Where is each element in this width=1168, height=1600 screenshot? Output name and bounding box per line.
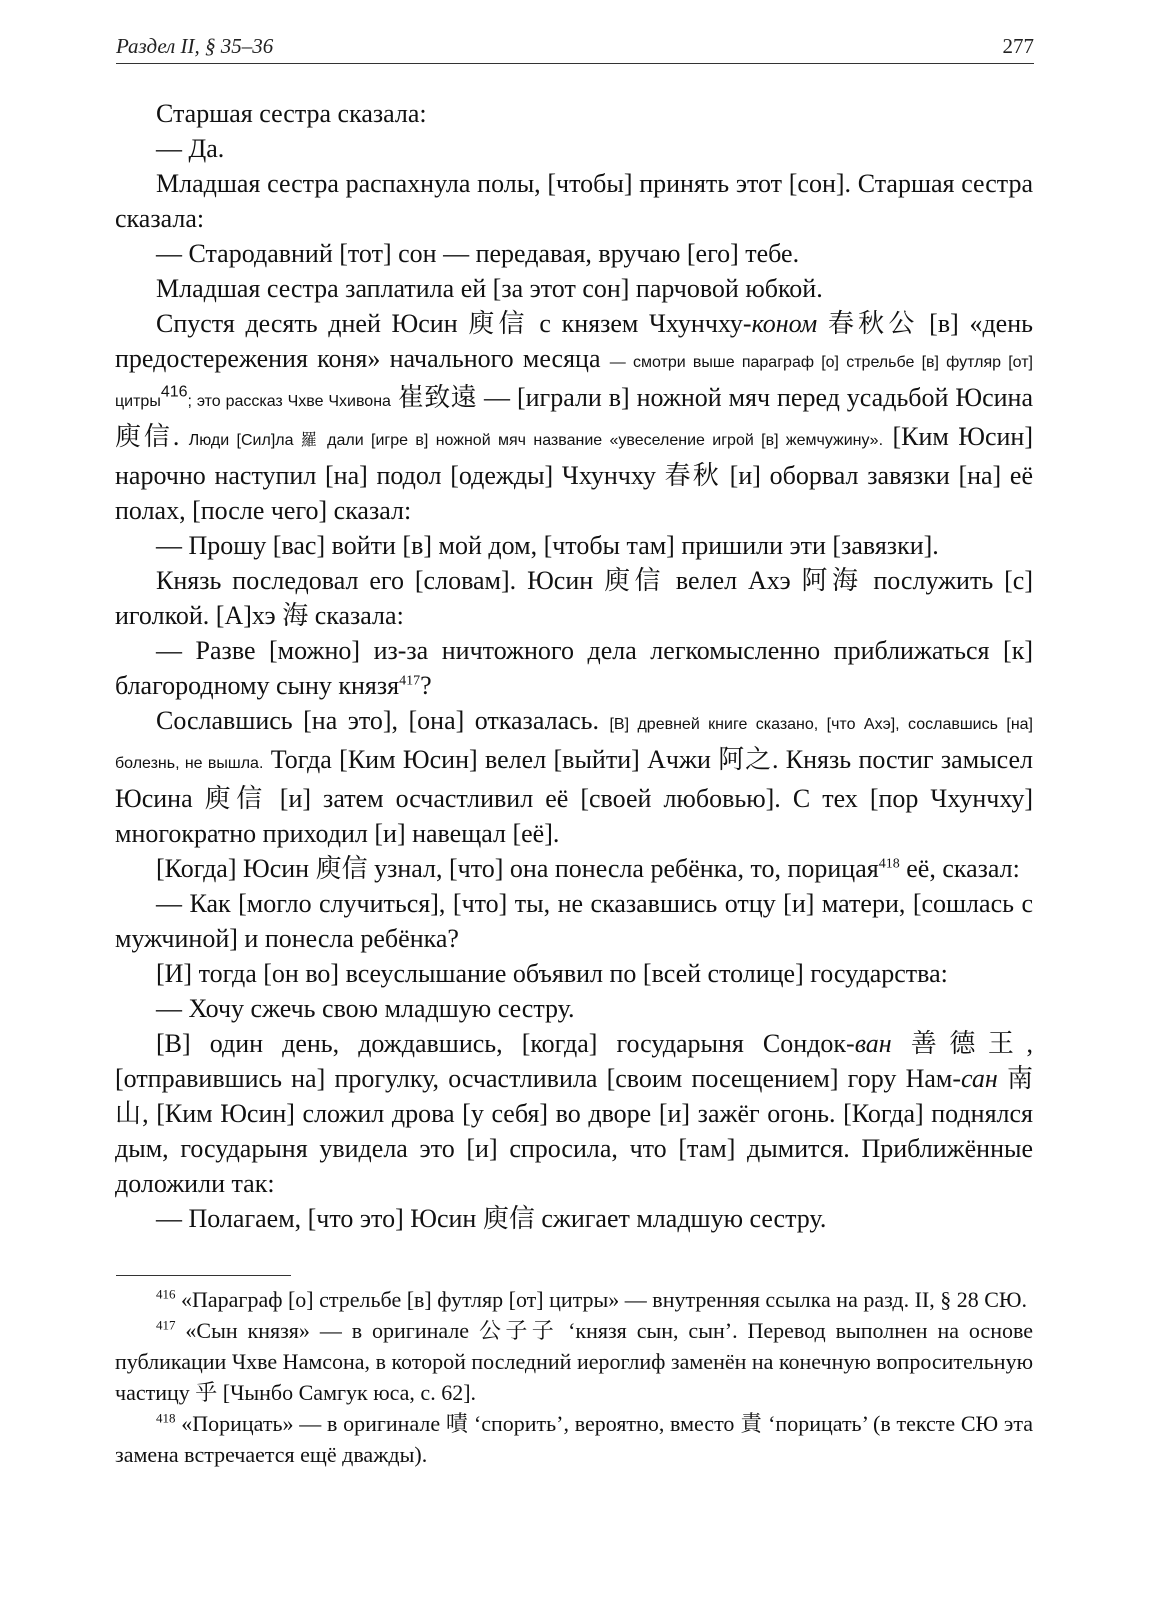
paragraph: [И] тогда [он во] всеуслышание объявил по [всей столице] государства:: [156, 959, 948, 988]
interlinear-note: Люди [Сил]ла 羅 дали [игре в] ножной мяч название «увеселение игрой [в] жемчужину».: [188, 432, 884, 449]
paragraph: Младшая сестра распахнула полы, [чтобы] принять этот [сон]. Старшая сестра сказала:: [115, 169, 1033, 233]
paragraph: — Как [могло случиться], [что] ты, не сказавшись отцу [и] матери, [сошлась с мужчиной] и понесла ребёнка?: [115, 889, 1033, 953]
text-run: [Когда] Юсин 庾信 узнал, [что] она понесла ребёнка, то, порицая: [156, 854, 879, 883]
text-run: Сославшись [на это], [она] отказалась.: [156, 706, 610, 735]
text-run: ?: [420, 671, 432, 700]
paragraph: [115, 851, 1033, 886]
text-run: [В] один день, дождавшись, [когда] государыня Сондок-: [156, 1029, 855, 1058]
italic-term: сан: [961, 1064, 998, 1093]
paragraph: [115, 633, 1033, 703]
footnote-ref: 418: [878, 856, 900, 872]
paragraph: Младшая сестра заплатила ей [за этот сон] парчовой юбкой.: [156, 274, 823, 303]
paragraph: — Да.: [156, 134, 225, 163]
footnote: [115, 1408, 1033, 1470]
footnote-ref: 417: [399, 673, 421, 689]
main-text: [115, 96, 1033, 1236]
text-run: Спустя десять дней Юсин 庾信 с князем Чхунчху-: [156, 309, 752, 338]
footnote-text: «Сын князя» — в оригинале 公子子 ‘князя сын, сын’. Перевод выполнен на основе публикации Чхве Намсона, в которой последний иероглиф заменён на конечную вопросительную частицу 乎 [Чынбо Самгук юса, с. 62].: [115, 1318, 1033, 1405]
footnote-number: 417: [156, 1317, 176, 1333]
paragraph: — Стародавний [тот] сон — передавая, вручаю [его] тебе.: [156, 239, 800, 268]
footnote-rule: [116, 1275, 291, 1276]
text-run: — Разве [можно] из-за ничтожного дела легкомысленно приближаться [к] благородному сыну князя: [115, 636, 1033, 700]
paragraph: — Хочу сжечь свою младшую сестру.: [156, 994, 575, 1023]
italic-term: коном: [751, 309, 818, 338]
italic-term: ван: [854, 1029, 892, 1058]
footnote: [115, 1315, 1033, 1408]
footnotes: [115, 1284, 1033, 1470]
running-header: [116, 28, 1034, 62]
paragraph: [115, 306, 1033, 528]
interlinear-note: — смотри выше параграф [о] стрельбе [в] футляр [от] цитры: [115, 354, 1034, 410]
text-run: её, сказал:: [899, 854, 1020, 883]
text-run: 善德王, [отправившись на] прогулку, осчастливила [своим посещением] гору Нам-: [115, 1029, 1033, 1093]
footnote-number: 418: [156, 1410, 176, 1426]
section-reference: Раздел II, § 35–36: [116, 34, 274, 58]
text-run: 南山, [Ким Юсин] сложил дрова [у себя] во дворе [и] зажёг огонь. [Когда] поднялся дым, государыня увидела это [и] спросила, что [там] дымится. Приближённые доложили так:: [115, 1064, 1033, 1198]
text-run: 春秋公 [в] «день предостережения коня» начального месяца: [115, 309, 1033, 373]
footnote-text: «Порицать» — в оригинале 嘖 ‘спорить’, вероятно, вместо 責 ‘порицать’ (в тексте СЮ эта замена встречается ещё дважды).: [115, 1411, 1033, 1467]
paragraph: — Полагаем, [что это] Юсин 庾信 сжигает младшую сестру.: [156, 1204, 827, 1233]
paragraph: [115, 1026, 1033, 1201]
interlinear-note: ; это рассказ Чхве Чхивона: [187, 393, 391, 410]
paragraph: [115, 703, 1033, 851]
footnote-ref: 416: [160, 383, 188, 401]
paragraph: Старшая сестра сказала:: [156, 99, 427, 128]
paragraph: Князь последовал его [словам]. Юсин 庾信 велел Ахэ 阿海 послужить [с] иголкой. [А]хэ 海 сказала:: [115, 566, 1033, 630]
page-number: 277: [1002, 34, 1034, 58]
text-run: [Ким Юсин] нарочно наступил [на] подол [одежды] Чхунчху 春秋 [и] оборвал завязки [на] её полах, [после чего] сказал:: [115, 422, 1033, 525]
paragraph: — Прошу [вас] войти [в] мой дом, [чтобы там] пришили эти [завязки].: [156, 531, 939, 560]
footnote-text: «Параграф [о] стрельбе [в] футляр [от] цитры» — внутренняя ссылка на разд. II, § 28 СЮ.: [175, 1287, 1028, 1312]
text-run: Тогда [Ким Юсин] велел [выйти] Ачжи 阿之. Князь постиг замысел Юсина 庾信 [и] затем осчастливил её [своей любовью]. С тех [пор Чхунчху] многократно приходил [и] навещал [её].: [115, 745, 1033, 848]
interlinear-note: [В] древней книге сказано, [что Ахэ], сославшись [на] болезнь, не вышла.: [115, 716, 1034, 772]
text-run: 崔致遠 — [играли в] ножной мяч перед усадьбой Юсина 庾信.: [115, 383, 1033, 451]
footnote-number: 416: [156, 1286, 176, 1302]
footnote: [115, 1284, 1033, 1315]
header-rule: [116, 63, 1034, 64]
